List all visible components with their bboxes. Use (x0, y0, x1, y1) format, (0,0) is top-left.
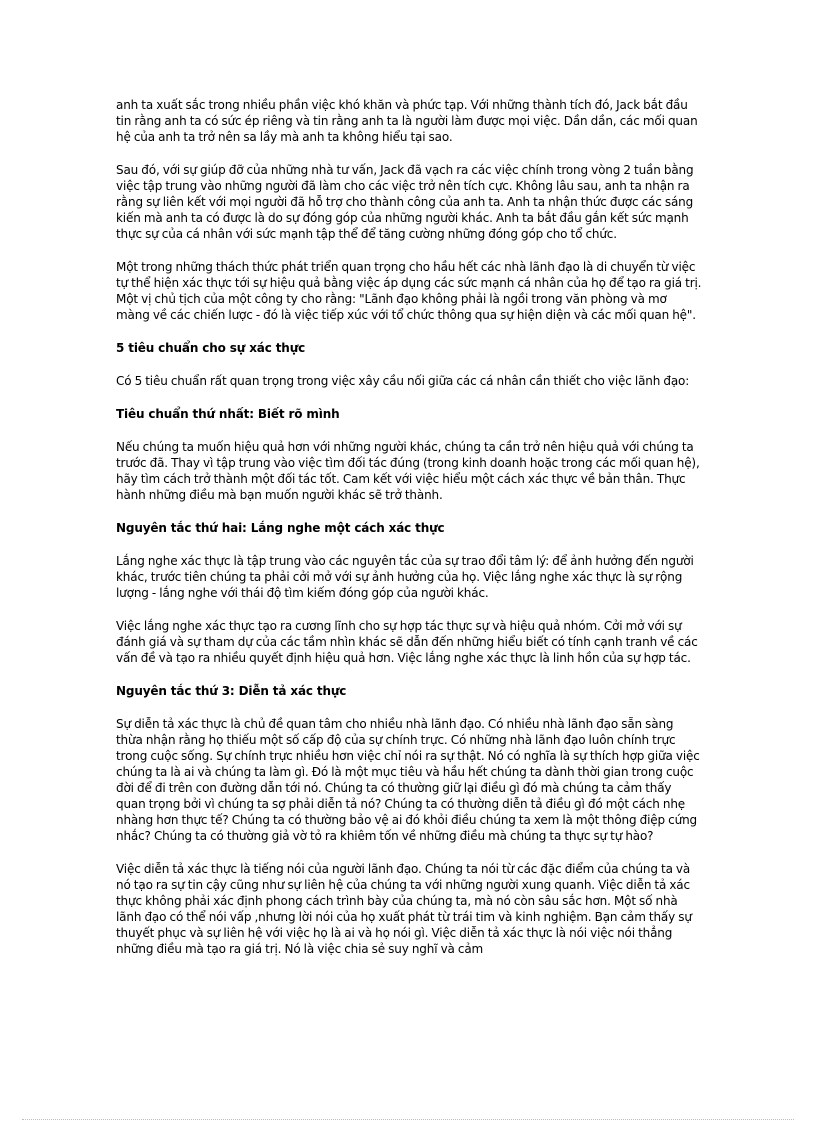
section-heading-express: Nguyên tắc thứ 3: Diễn tả xác thực (116, 684, 347, 698)
document-page (116, 97, 702, 974)
paragraph-know-yourself: Nếu chúng ta muốn hiệu quả hơn với những người khác, chúng ta cần trở nên hiệu quả với chúng ta trước đã. Thay vì tập trung vào việc tìm đối tác đúng (trong kinh doanh hoặc trong các mối quan hệ), hãy tìm cách trở thành một đối tác tốt. Cam kết với việc hiểu một cách xác thực về bản thân. Thực hành những điều mà bạn muốn người khác sẽ trở thành. (116, 440, 700, 502)
paragraph-advisors: Sau đó, với sự giúp đỡ của những nhà tư vấn, Jack đã vạch ra các việc chính trong vòng 2 tuần bằng việc tập trung vào những người đã làm cho các việc trở nên tích cực. Không lâu sau, anh ta nhận ra rằng sự liên kết với mọi người đã hỗ trợ cho thành công của anh ta. Anh ta nhận thức được các sáng kiến mà anh ta có được là do sự đóng góp của những người khác. Anh ta bắt đầu gắn kết sức mạnh thực sự của cá nhân với sức mạnh tập thể để tăng cường những đóng góp cho tổ chức. (116, 163, 694, 241)
paragraph-express-1: Sự diễn tả xác thực là chủ đề quan tâm cho nhiều nhà lãnh đạo. Có nhiều nhà lãnh đạo sẵn sàng thừa nhận rằng họ thiếu một số cấp độ của sự chính trực. Có những nhà lãnh đạo luôn chính trực trong cuộc sống. Sự chính trực nhiều hơn việc chỉ nói ra sự thật. Nó có nghĩa là sự thích hợp giữa việc chúng ta là ai và chúng ta làm gì. Đó là một mục tiêu và hầu hết chúng ta dành thời gian trong cuộc đời để đi trên con đường dẫn tới nó. Chúng ta có thường giữ lại điều gì đó mà chúng ta cảm thấy quan trọng bởi vì chúng ta sợ phải diễn tả nó? Chúng ta có thường diễn tả điều gì đó một cách nhẹ nhàng hơn thực tế? Chúng ta có thường bảo vệ ai đó khỏi điều chúng ta xem là một thông điệp cứng nhắc? Chúng ta có thường giả vờ tỏ ra khiêm tốn về những điều mà chúng ta thực sự tự hào? (116, 717, 700, 843)
paragraph-express-2: Việc diễn tả xác thực là tiếng nói của người lãnh đạo. Chúng ta nói từ các đặc điểm của chúng ta và nó tạo ra sự tin cậy cũng như sự liên hệ của chúng ta với những người xung quanh. Việc diễn tả xác thực không phải xác định phong cách trình bày của chúng ta, mà nó còn sâu sắc hơn. Một số nhà lãnh đạo có thể nói vấp ,nhưng lời nói của họ xuất phát từ trái tim và kinh nghiệm. Bạn cảm thấy sự thuyết phục và sự liên hệ với việc họ là ai và họ nói gì. Việc diễn tả xác thực là nói việc nói thẳng những điều mà tạo ra giá trị. Nó là việc chia sẻ suy nghĩ và cảm (116, 862, 692, 956)
section-heading-five-standards: 5 tiêu chuẩn cho sự xác thực (116, 341, 306, 355)
paragraph-five-standards: Có 5 tiêu chuẩn rất quan trọng trong việc xây cầu nối giữa các cá nhân cần thiết cho việc lãnh đạo: (116, 374, 690, 388)
paragraph-intro-jack: anh ta xuất sắc trong nhiều phần việc khó khăn và phức tạp. Với những thành tích đó, Jack bắt đầu tin rằng anh ta có sức ép riêng và tin rằng anh ta là người làm được mọi việc. Dần dần, các mối quan hệ của anh ta trở nên sa lầy mà anh ta không hiểu tại sao. (116, 98, 698, 144)
paragraph-listen-2: Việc lắng nghe xác thực tạo ra cương lĩnh cho sự hợp tác thực sự và hiệu quả nhóm. Cởi mở với sự đánh giá và sự tham dự của các tầm nhìn khác sẽ dẫn đến những hiểu biết có tính cạnh tranh về các vấn đề và tạo ra nhiều quyết định hiệu quả hơn. Việc lắng nghe xác thực là linh hồn của sự hợp tác. (116, 619, 698, 665)
page-bottom-divider (22, 1119, 794, 1120)
paragraph-listen-1: Lắng nghe xác thực là tập trung vào các nguyên tắc của sự trao đổi tâm lý: để ảnh hưởng đến người khác, trước tiên chúng ta phải cởi mở với sự ảnh hưởng của họ. Việc lắng nghe xác thực là sự rộng lượng - lắng nghe với thái độ tìm kiếm đóng góp của người khác. (116, 554, 694, 600)
section-heading-listen: Nguyên tắc thứ hai: Lắng nghe một cách xác thực (116, 521, 445, 535)
section-heading-know-yourself: Tiêu chuẩn thứ nhất: Biết rõ mình (116, 407, 340, 421)
paragraph-challenge: Một trong những thách thức phát triển quan trọng cho hầu hết các nhà lãnh đạo là di chuyển từ việc tự thể hiện xác thực tới sự hiệu quả bằng việc áp dụng các sức mạnh cá nhân của họ để tạo ra giá trị. Một vị chủ tịch của một công ty cho rằng: "Lãnh đạo không phải là ngồi trong văn phòng và mơ màng về các chiến lược - đó là việc tiếp xúc với tổ chức thông qua sự hiện diện và các mối quan hệ". (116, 260, 702, 322)
